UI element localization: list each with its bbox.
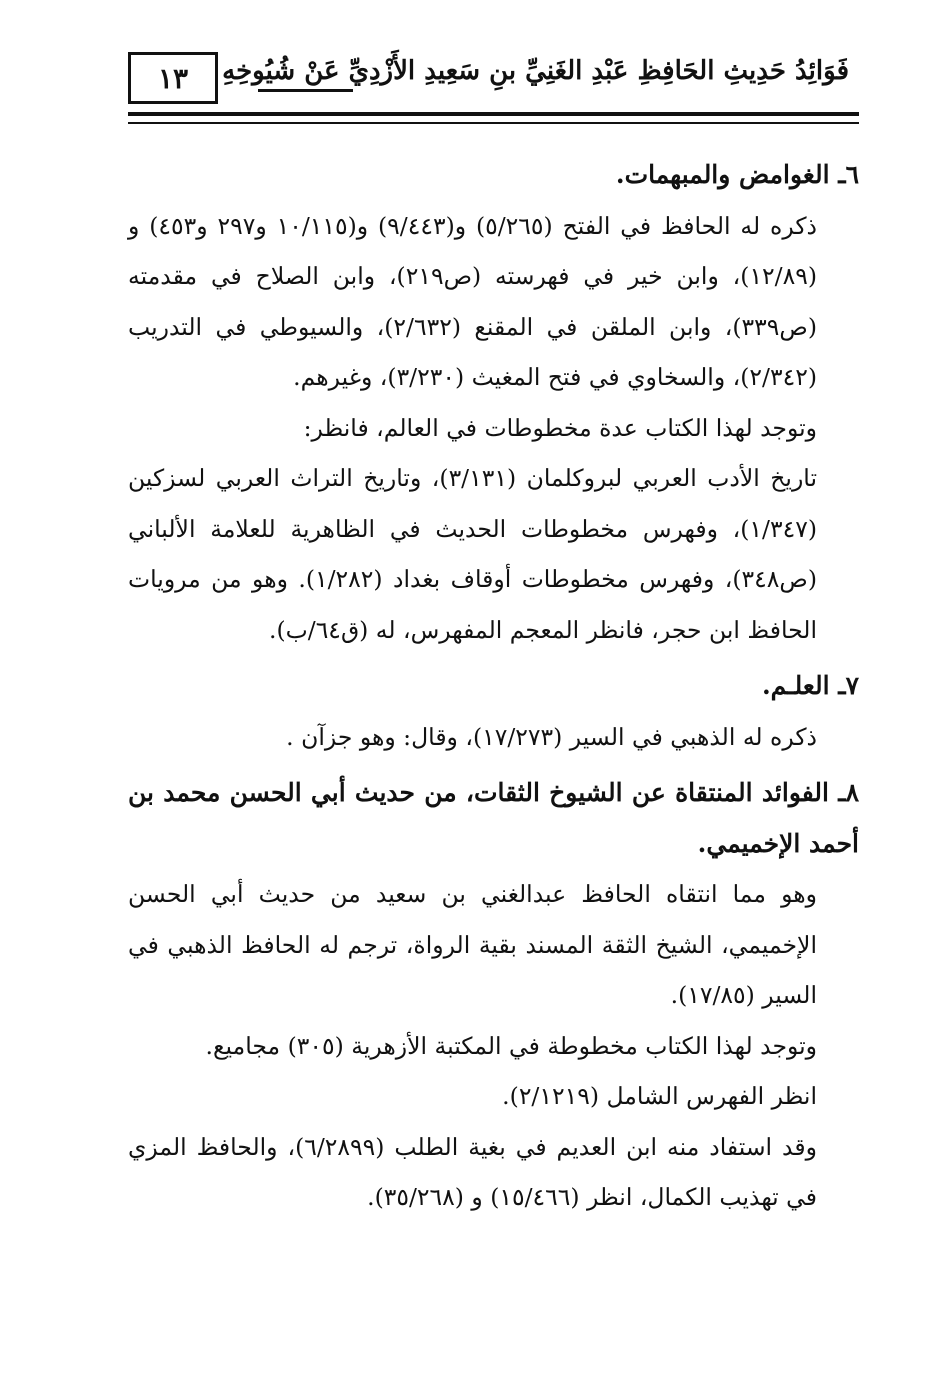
section-7-heading: ٧ـ العلـم. (761, 671, 859, 700)
page-number: ١٣ (157, 61, 189, 95)
header-rule-thin (128, 122, 859, 124)
section-7-paragraph-1: ذكره له الذهبي في السير (١٧/٢٧٣)، وقال: وهو جزآن . (286, 722, 817, 751)
section-8-paragraph-3: انظر الفهرس الشامل (٢/١٢١٩). (502, 1082, 817, 1110)
header-dash (258, 89, 353, 92)
section-8-paragraph-2: وتوجد لهذا الكتاب مخطوطة في المكتبة الأزهرية (٣٠٥) مجاميع. (205, 1031, 817, 1060)
page-body (128, 150, 859, 1223)
section-6-paragraph-1: ذكره له الحافظ في الفتح (٥/٢٦٥) و(٩/٤٤٣) و(١٠/١١٥ و٢٩٧ و٤٥٣) و (١٢/٨٩)، وابن خير في فهرسته (ص٢١٩)، وابن الصلاح في مقدمته (ص٣٣٩)، وابن الملقن في المقنع (٢/٦٣٢)، والسيوطي في التدريب (٢/٣٤٢)، والسخاوي في فتح المغيث (٣/٢٣٠)، وغيرهم. (128, 211, 818, 391)
section-6-paragraph-3: تاريخ الأدب العربي لبروكلمان (٣/١٣١)، وتاريخ التراث العربي لسزكين (١/٣٤٧)، وفهرس مخطوطات الحديث في الظاهرية للعلامة الألباني (ص٣٤٨)، وفهرس مخطوطات أوقاف بغداد (١/٢٨٢). وهو من مرويات الحافظ ابن حجر، فانظر المعجم المفهرس، له (ق٦٤/ب). (128, 464, 817, 644)
section-8-heading: ٨ـ الفوائد المنتقاة عن الشيوخ الثقات، من حديث أبي الحسن محمد بن أحمد الإخميمي. (128, 778, 859, 858)
section-6-paragraph-2: وتوجد لهذا الكتاب عدة مخطوطات في العالم، فانظر: (303, 413, 817, 442)
section-8-paragraph-1: وهو مما انتقاه الحافظ عبدالغني بن سعيد من حديث أبي الحسن الإخميمي، الشيخ الثقة المسند بقية الرواة، ترجم له الحافظ الذهبي في السير (١٧/٨٥). (128, 880, 817, 1009)
running-title: فَوَائِدُ حَدِيثِ الحَافِظِ عَبْدِ الغَنِيِّ بنِ سَعِيدِ الأَزْدِيِّ عَنْ شُيُوخِهِ (222, 56, 849, 86)
section-6-heading: ٦ـ الغوامض والمبهمات. (615, 160, 859, 189)
page-number-box (128, 52, 218, 104)
section-8-paragraph-4: وقد استفاد منه ابن العديم في بغية الطلب (٦/٢٨٩٩)، والحافظ المزي في تهذيب الكمال، انظر (١٥/٤٦٦) و (٣٥/٢٦٨). (128, 1132, 817, 1211)
header-rule-thick (128, 112, 859, 116)
